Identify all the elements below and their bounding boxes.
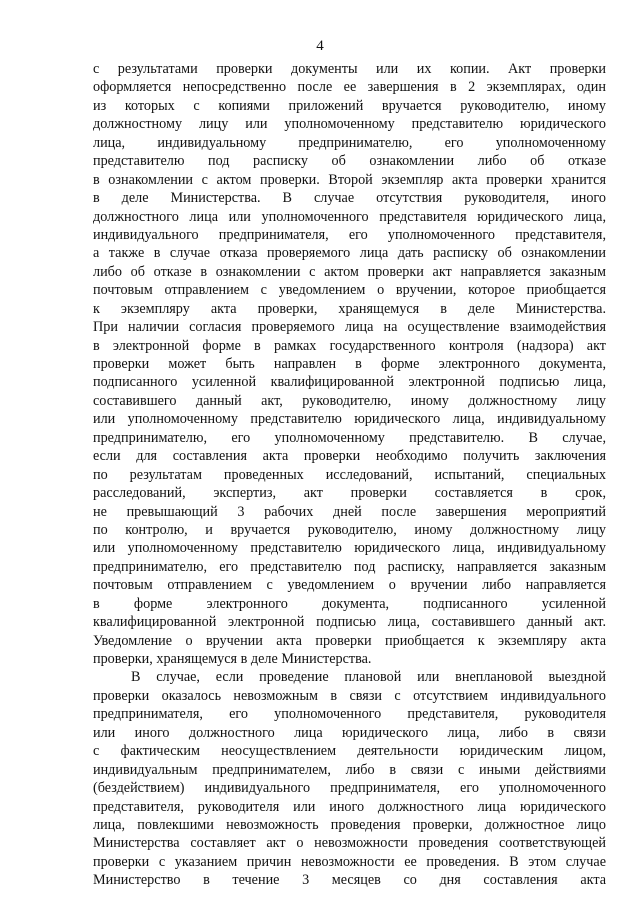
text-line: должностного лица или уполномоченного представителя юридического лица, <box>93 208 606 225</box>
text-line: индивидуальным предпринимателем, либо в связи с иными действиями <box>93 761 606 778</box>
text-line: проверки, хранящемуся в деле Министерства. <box>93 651 372 667</box>
text-line: должностному лицу или уполномоченному представителю юридического <box>93 116 606 133</box>
text-line: предпринимателю, его представителю под расписку, направляется заказным <box>93 558 606 575</box>
text-line: либо об отказе в ознакомлении с актом проверки акт направляется заказным <box>93 263 606 280</box>
text-line: по контролю, и вручается руководителю, иному должностному лицу <box>93 521 606 538</box>
text-line: проверки может быть направлен в форме электронного документа, <box>93 356 606 372</box>
text-line: Министерство в течение 3 месяцев со дня составления акта <box>93 872 606 889</box>
text-line: При наличии согласия проверяемого лица на осуществление взаимодействия <box>93 319 606 336</box>
text-line: почтовым отправлением с уведомлением о вручении, которое приобщается <box>93 282 606 299</box>
text-line: проверки оказалось невозможным в связи с отсутствием индивидуального <box>93 687 606 704</box>
text-line: или уполномоченному представителю юридического лица, индивидуальному <box>93 411 606 428</box>
text-line: из которых с копиями приложений вручается руководителю, иному <box>93 97 606 114</box>
text-line: или иного должностного лица юридического лица, либо в связи <box>93 724 606 741</box>
text-line: в деле Министерства. В случае отсутствия руководителя, иного <box>93 190 606 207</box>
text-line: представителю под расписку об ознакомлении либо об отказе <box>93 153 606 170</box>
text-line: предпринимателю, его уполномоченному представителю. В случае, <box>93 429 606 446</box>
text-line: или уполномоченному представителю юридического лица, индивидуальному <box>93 540 606 557</box>
text-line: (бездействием) индивидуального предпринимателя, его уполномоченного <box>93 780 606 797</box>
text-line: по результатам проведенных исследований, испытаний, специальных <box>93 466 606 483</box>
text-line: проверки с указанием причин невозможности ее проведения. В этом случае <box>93 853 606 870</box>
text-line: подписанного усиленной квалифицированной электронной подписью лица, <box>93 374 606 391</box>
text-line: индивидуального предпринимателя, его уполномоченного представителя, <box>93 226 606 243</box>
text-line: квалифицированной электронной подписью лица, составившего данный акт. <box>93 614 606 631</box>
text-line: предпринимателя, его уполномоченного представителя, руководителя <box>93 706 606 723</box>
text-line: к экземпляру акта проверки, хранящемуся в деле Министерства. <box>93 300 606 317</box>
text-line: составившего данный акт, руководителю, иному должностному лицу <box>93 392 606 409</box>
text-line: в электронной форме в рамках государственного контроля (надзора) акт <box>93 337 606 354</box>
document-body <box>93 60 606 890</box>
text-line: не превышающий 3 рабочих дней после завершения мероприятий <box>93 503 606 520</box>
text-line: в ознакомлении с актом проверки. Второй экземпляр акта проверки хранится <box>93 171 606 188</box>
text-line: в форме электронного документа, подписанного усиленной <box>93 595 606 612</box>
text-line: а также в случае отказа проверяемого лица дать расписку об ознакомлении <box>93 245 606 262</box>
paragraph-first-line: В случае, если проведение плановой или внеплановой выездной <box>131 669 606 686</box>
text-line: почтовым отправлением с уведомлением о вручении либо направляется <box>93 577 606 594</box>
text-line: расследований, экспертиз, акт проверки составляется в срок, <box>93 485 606 502</box>
page-number: 4 <box>316 38 324 54</box>
text-line: Уведомление о вручении акта проверки приобщается к экземпляру акта <box>93 632 606 649</box>
text-line: Министерства составляет акт о невозможности проведения соответствующей <box>93 835 606 852</box>
text-line: лица, индивидуальному предпринимателю, его уполномоченному <box>93 134 606 151</box>
text-line: с фактическим неосуществлением деятельности юридическим лицом, <box>93 743 606 760</box>
text-line: представителя, руководителя или иного должностного лица юридического <box>93 798 606 815</box>
text-line: если для составления акта проверки необходимо получить заключения <box>93 448 606 465</box>
text-line: с результатами проверки документы или их копии. Акт проверки <box>93 61 606 77</box>
text-line: оформляется непосредственно после ее завершения в 2 экземплярах, один <box>93 79 606 96</box>
text-line: лица, повлекшими невозможность проведения проверки, должностное лицо <box>93 816 606 833</box>
